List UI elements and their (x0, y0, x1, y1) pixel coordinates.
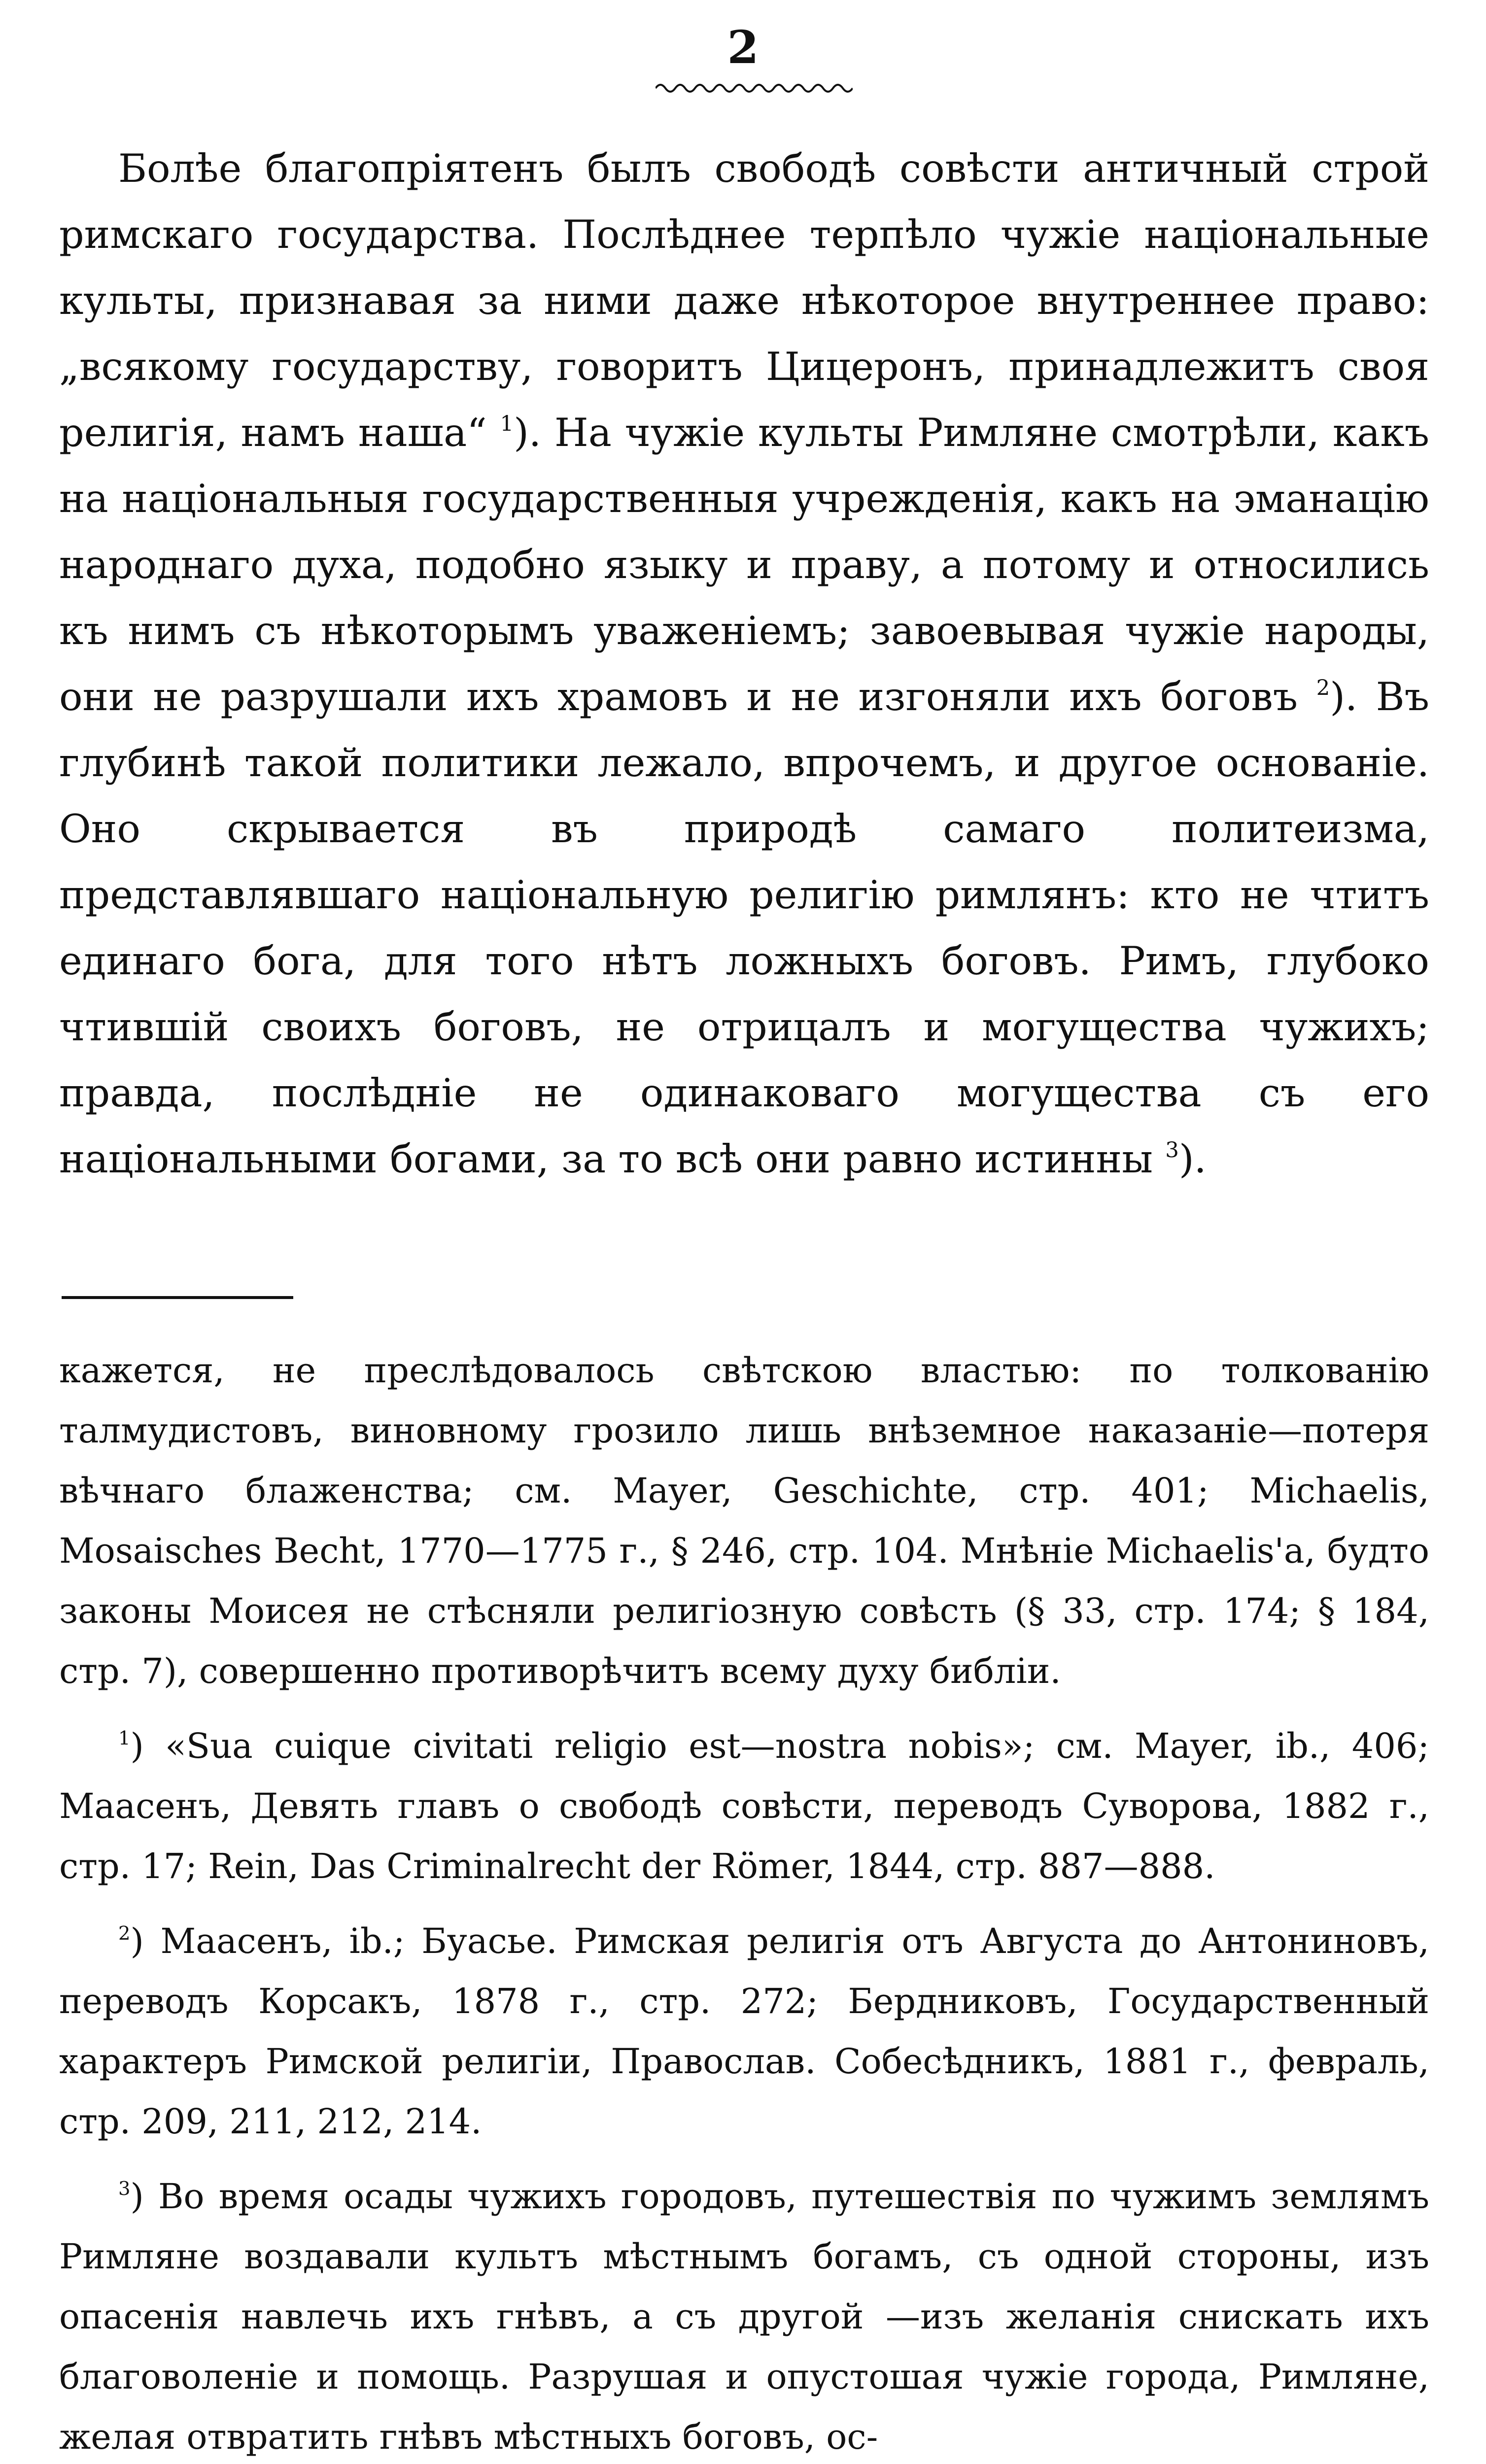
main-text (59, 136, 1429, 1192)
footnote-ref-1: 1 (500, 411, 514, 437)
main-paragraph: Болѣе благопріятенъ былъ свободѣ совѣсти античный строй римскаго государства. Послѣднее терпѣло чужіе національные культы, признавая за ними даже нѣкоторое внутреннее право: „всякому государству, говоритъ Цицеронъ, принадлежитъ своя религія, намъ наша“ $^1$). На чужіе культы Римляне смотрѣли, какъ на національныя государственныя учрежденія, какъ на эманацію народнаго духа, подобно языку и праву, а потому и относились къ нимъ съ нѣкоторымъ уваженіемъ; завоевывая чужіе народы, они не разрушали ихъ храмовъ и не изгоняли ихъ боговъ $^2$). Въ глубинѣ такой политики лежало, впрочемъ, и другое основаніе. Оно скрывается въ природѣ самаго политеизма, представлявшаго національную религію римлянъ: кто не чтитъ единаго бога, для того нѣтъ ложныхъ боговъ. Римъ, глубоко чтившій своихъ боговъ, не отрицалъ и могущества чужихъ; правда, послѣдніе не одинаковаго могущества съ его національными богами, за то всѣ они равно истинны $^3$). (59, 146, 1429, 1182)
footnote-separator (62, 1296, 293, 1299)
wavy-rule-ornament (656, 81, 853, 95)
footnote-2 (59, 1911, 1429, 2152)
footnote-ref-2: 2 (1316, 676, 1330, 701)
footnote-3 (59, 2166, 1429, 2464)
footnote-text: ) Маасенъ, ib.; Буасье. Римская религія отъ Августа до Антониновъ, переводъ Корсакъ, 1878 г., стр. 272; Бердниковъ, Государственный характеръ Римской религіи, Православ. Собесѣдникъ, 1881 г., февраль, стр. 209, 211, 212, 214. (59, 1921, 1429, 2142)
page-number: 2 (727, 21, 759, 74)
footnote-marker: 2 (118, 1922, 131, 1945)
footnote-marker: 3 (118, 2178, 131, 2200)
footnote-continuation: кажется, не преслѣдовалось свѣтскою властью: по толкованію талмудистовъ, виновному грозило лишь внѣземное наказаніе—потеря вѣчнаго блаженства; см. Mayer, Geschichte, стр. 401; Michaelis, Mosaisches Becht, 1770—1775 г., § 246, стр. 104. Мнѣніе Michaelis'а, будто законы Моисея не стѣсняли религіозную совѣсть (§ 33, стр. 174; § 184, стр. 7), совершенно противорѣчитъ всему духу библіи. (59, 1350, 1429, 1691)
footnote-text: ) Во время осады чужихъ городовъ, путешествія по чужимъ землямъ Римляне воздавали культъ мѣстнымъ богамъ, съ одной стороны, изъ опасенія навлечь ихъ гнѣвъ, а съ другой —изъ желанія снискать ихъ благоволеніе и помощь. Разрушая и опустошая чужіе города, Римляне, желая отвратить гнѣвъ мѣстныхъ боговъ, ос- (59, 2176, 1429, 2457)
footnote-ref-3: 3 (1165, 1138, 1179, 1163)
footnotes (59, 1340, 1429, 2464)
footnote-1 (59, 1716, 1429, 1896)
footnote-text: ) «Sua cuique civitati religio est—nostra nobis»; см. Mayer, ib., 406; Маасенъ, Девять главъ о свободѣ совѣсти, переводъ Суворова, 1882 г., стр. 17; Rein, Das Criminalrecht der Römer, 1844, стр. 887—888. (59, 1726, 1429, 1886)
footnote-marker: 1 (118, 1727, 131, 1750)
